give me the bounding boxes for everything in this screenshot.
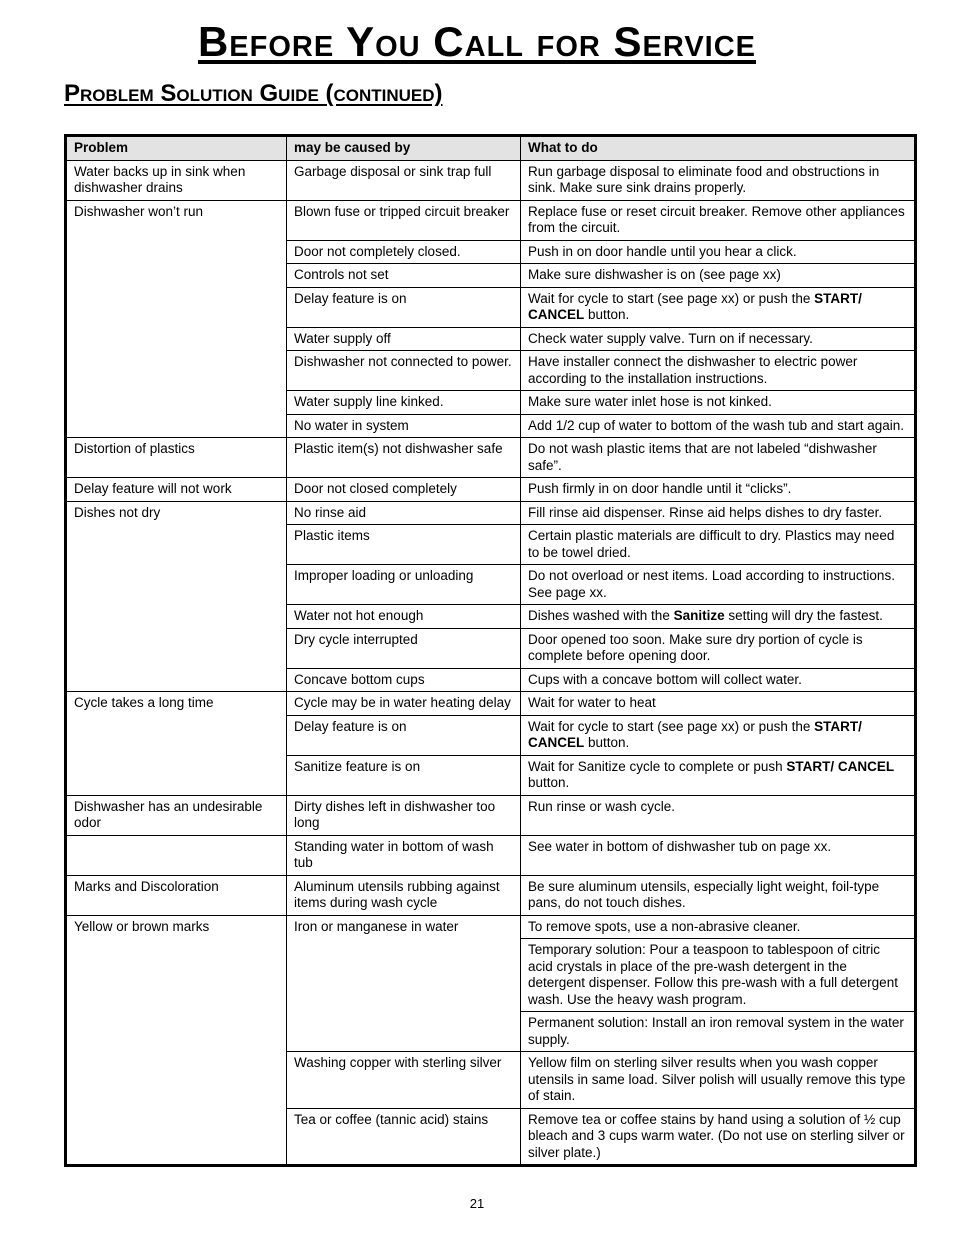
- solution-cell: [521, 391, 916, 415]
- problem-cell: Cycle takes a long time: [66, 692, 287, 796]
- solution-text: Do not wash plastic items that are not labeled “dishwasher safe”.: [528, 441, 877, 473]
- solution-text: Certain plastic materials are difficult to dry. Plastics may need to be towel dried.: [528, 528, 895, 560]
- solution-cell: [521, 668, 916, 692]
- solution-cell: [521, 160, 916, 200]
- solution-text: Temporary solution: Pour a teaspoon to tablespoon of citric acid crystals in place of the pre-wash detergent in the detergent dispenser. Follow this pre-wash with a full detergent wash. Use the heavy wash program.: [528, 942, 898, 1007]
- cause-cell: Tea or coffee (tannic acid) stains: [287, 1108, 521, 1166]
- solution-cell: [521, 240, 916, 264]
- table-header-row: [66, 136, 916, 161]
- solution-text: Permanent solution: Install an iron removal system in the water supply.: [528, 1015, 904, 1047]
- cause-cell: Garbage disposal or sink trap full: [287, 160, 521, 200]
- table-row: [66, 795, 916, 835]
- cause-cell: Controls not set: [287, 264, 521, 288]
- cause-cell: Aluminum utensils rubbing against items during wash cycle: [287, 875, 521, 915]
- header-solution: What to do: [521, 136, 916, 161]
- cause-cell: Washing copper with sterling silver: [287, 1052, 521, 1109]
- solution-text: See water in bottom of dishwasher tub on page xx.: [528, 838, 832, 854]
- solution-text: Make sure dishwasher is on (see page xx): [528, 267, 781, 282]
- problem-solution-table: [64, 134, 917, 1167]
- solution-cell: [521, 1108, 916, 1166]
- page-title: Before You Call for Service: [197, 18, 757, 65]
- solution-cell: [521, 1012, 916, 1052]
- solution-text: Wait for cycle to start (see page xx) or push the: [528, 290, 815, 306]
- solution-cell: [521, 264, 916, 288]
- problem-cell: Water backs up in sink when dishwasher drains: [66, 160, 287, 200]
- problem-cell: Dishes not dry: [66, 501, 287, 692]
- solution-text: Dishes washed with the: [528, 608, 674, 623]
- solution-cell: [521, 1052, 916, 1109]
- solution-cell: [521, 795, 916, 835]
- cause-cell: Concave bottom cups: [287, 668, 521, 692]
- solution-cell: [521, 939, 916, 1012]
- header-cause: may be caused by: [287, 136, 521, 161]
- solution-cell: [521, 755, 916, 795]
- table-row: [66, 478, 916, 502]
- cause-cell: Improper loading or unloading: [287, 565, 521, 605]
- solution-cell: [521, 414, 916, 438]
- cause-cell: Water not hot enough: [287, 605, 521, 629]
- solution-text: Yellow film on sterling silver results when you wash copper utensils in same load. Silver polish will usually remove this type of stain.: [528, 1055, 906, 1103]
- solution-cell: [521, 351, 916, 391]
- solution-cell: [521, 478, 916, 502]
- solution-text: Have installer connect the dishwasher to electric power according to the installation instructions.: [528, 354, 858, 386]
- solution-text: Add 1/2 cup of water to bottom of the wash tub and start again.: [528, 417, 904, 433]
- table-row: [66, 501, 916, 525]
- cause-cell: Water supply off: [287, 327, 521, 351]
- solution-cell: [521, 915, 916, 939]
- table-row: [66, 835, 916, 875]
- cause-cell: Sanitize feature is on: [287, 755, 521, 795]
- table-row: [66, 915, 916, 939]
- solution-bold-text: START/ CANCEL: [528, 718, 862, 750]
- solution-text: Make sure water inlet hose is not kinked.: [528, 394, 772, 409]
- problem-cell: Dishwasher has an undesirable odor: [66, 795, 287, 835]
- solution-cell: [521, 200, 916, 240]
- cause-cell: Iron or manganese in water: [287, 915, 521, 1052]
- solution-text: Run rinse or wash cycle.: [528, 798, 676, 814]
- solution-text: Wait for water to heat: [528, 695, 656, 710]
- cause-cell: Delay feature is on: [287, 287, 521, 327]
- cause-cell: Standing water in bottom of wash tub: [287, 835, 521, 875]
- page-number: 21: [469, 1196, 485, 1211]
- solution-text: To remove spots, use a non-abrasive cleaner.: [528, 918, 801, 934]
- solution-text: Push in on door handle until you hear a click.: [528, 243, 797, 259]
- solution-text: Replace fuse or reset circuit breaker. Remove other appliances from the circuit.: [528, 203, 905, 235]
- solution-text: setting will dry the fastest.: [724, 608, 883, 623]
- table-row: [66, 692, 916, 716]
- table-body: [66, 160, 916, 1166]
- solution-text: button.: [584, 735, 630, 750]
- problem-cell: Yellow or brown marks: [66, 915, 287, 1166]
- cause-cell: No rinse aid: [287, 501, 521, 525]
- solution-bold-text: START/ CANCEL: [786, 758, 895, 774]
- cause-cell: Water supply line kinked.: [287, 391, 521, 415]
- solution-text: Do not overload or nest items. Load according to instructions. See page xx.: [528, 568, 895, 600]
- cause-cell: Dry cycle interrupted: [287, 628, 521, 668]
- solution-text: Cups with a concave bottom will collect water.: [528, 671, 802, 687]
- solution-cell: [521, 692, 916, 716]
- solution-cell: [521, 565, 916, 605]
- solution-cell: [521, 835, 916, 875]
- solution-cell: [521, 438, 916, 478]
- cause-cell: No water in system: [287, 414, 521, 438]
- solution-cell: [521, 525, 916, 565]
- cause-cell: Plastic item(s) not dishwasher safe: [287, 438, 521, 478]
- cause-cell: Cycle may be in water heating delay: [287, 692, 521, 716]
- table-row: [66, 875, 916, 915]
- solution-text: Wait for cycle to start (see page xx) or push the: [528, 718, 815, 734]
- cause-cell: Delay feature is on: [287, 715, 521, 755]
- problem-cell: Dishwasher won’t run: [66, 200, 287, 438]
- solution-bold-text: Sanitize: [673, 608, 725, 623]
- solution-cell: [521, 501, 916, 525]
- solution-text: Remove tea or coffee stains by hand using a solution of ½ cup bleach and 3 cups warm water. (Do not use on sterling silver or silver plate.): [528, 1111, 905, 1160]
- solution-text: Run garbage disposal to eliminate food and obstructions in sink. Make sure sink drains properly.: [528, 163, 880, 195]
- cause-cell: Blown fuse or tripped circuit breaker: [287, 200, 521, 240]
- cause-cell: Door not closed completely: [287, 478, 521, 502]
- solution-text: Push firmly in on door handle until it “clicks”.: [528, 481, 792, 496]
- header-problem: Problem: [66, 136, 287, 161]
- solution-text: Fill rinse aid dispenser. Rinse aid helps dishes to dry faster.: [528, 504, 883, 520]
- solution-cell: [521, 628, 916, 668]
- cause-cell: Door not completely closed.: [287, 240, 521, 264]
- solution-text: button.: [584, 307, 630, 322]
- table-row: [66, 438, 916, 478]
- solution-cell: [521, 287, 916, 327]
- problem-cell: Distortion of plastics: [66, 438, 287, 478]
- table-row: [66, 200, 916, 240]
- problem-cell: [66, 835, 287, 875]
- solution-text: Door opened too soon. Make sure dry portion of cycle is complete before opening door.: [528, 631, 863, 663]
- solution-text: button.: [528, 775, 570, 790]
- table-row: [66, 160, 916, 200]
- problem-cell: Marks and Discoloration: [66, 875, 287, 915]
- solution-cell: [521, 875, 916, 915]
- solution-cell: [521, 715, 916, 755]
- solution-text: Be sure aluminum utensils, especially light weight, foil-type pans, do not touch dishes.: [528, 878, 880, 910]
- cause-cell: Dirty dishes left in dishwasher too long: [287, 795, 521, 835]
- solution-cell: [521, 605, 916, 629]
- section-subtitle: Problem Solution Guide (continued): [64, 80, 443, 107]
- solution-text: Check water supply valve. Turn on if necessary.: [528, 330, 813, 346]
- solution-cell: [521, 327, 916, 351]
- cause-cell: Plastic items: [287, 525, 521, 565]
- solution-text: Wait for Sanitize cycle to complete or push: [528, 758, 787, 774]
- cause-cell: Dishwasher not connected to power.: [287, 351, 521, 391]
- solution-bold-text: START/ CANCEL: [528, 290, 862, 322]
- problem-cell: Delay feature will not work: [66, 478, 287, 502]
